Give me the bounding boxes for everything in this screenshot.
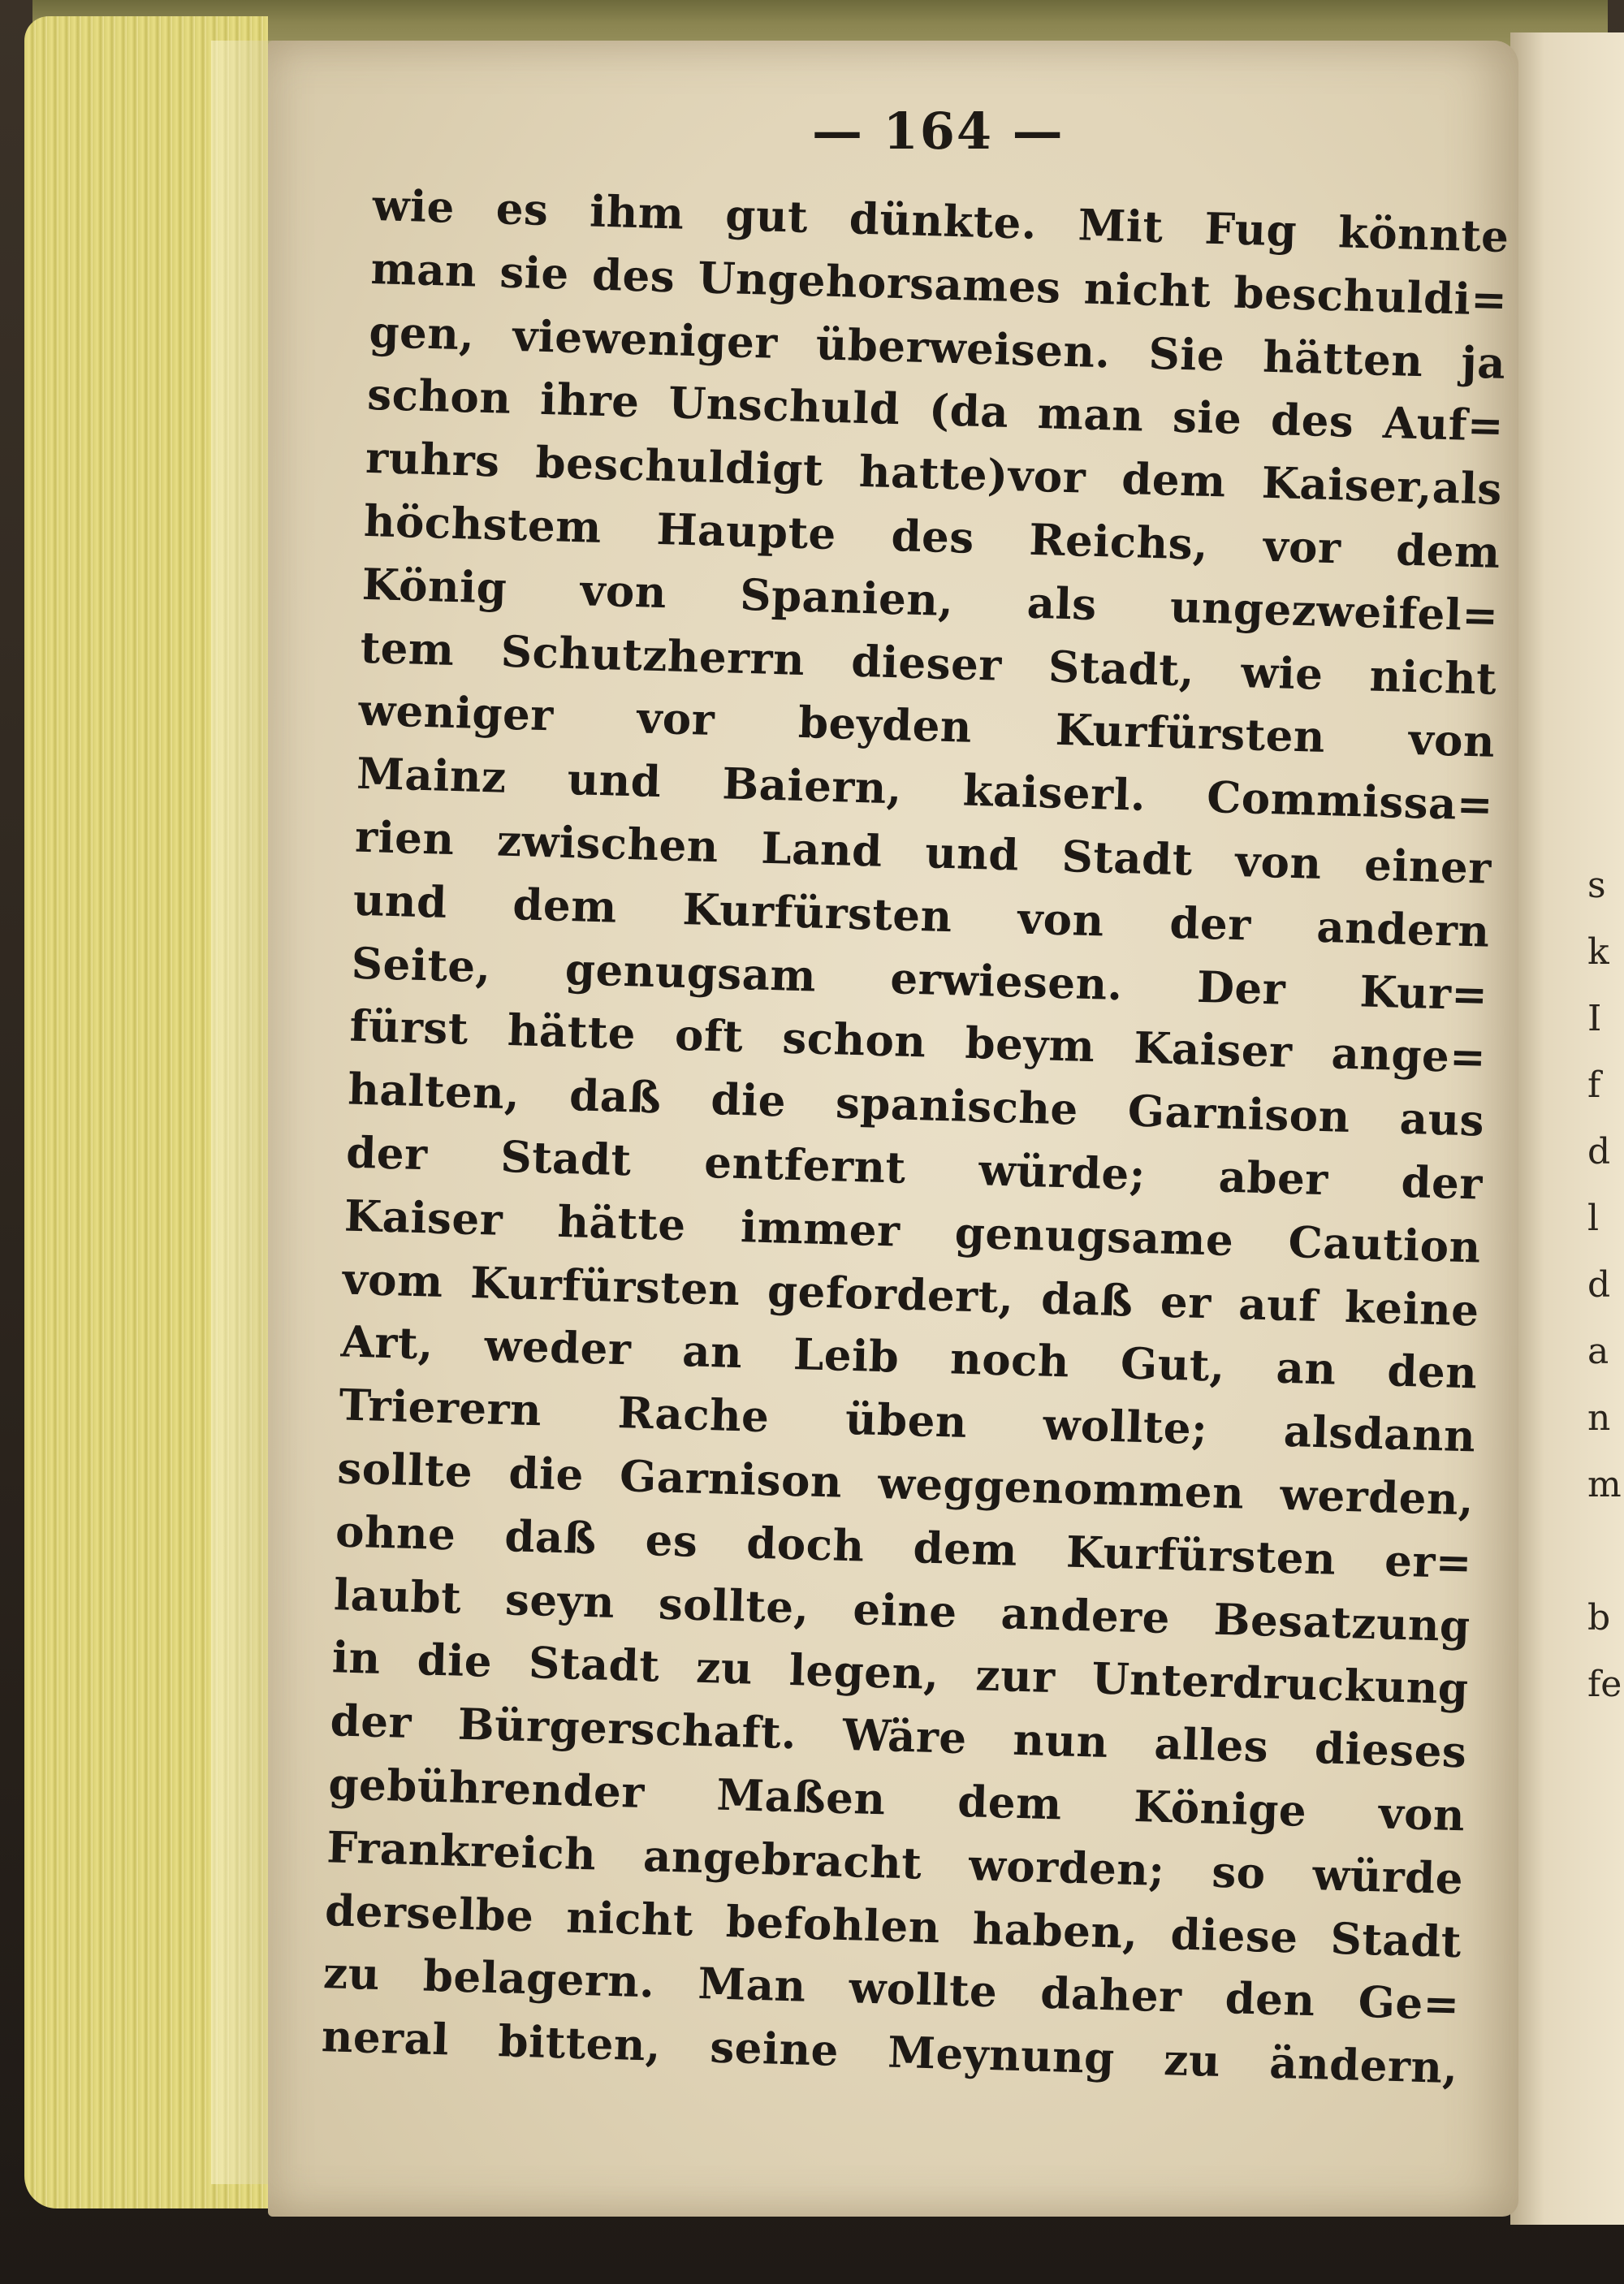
- text-line: weniger vor beyden Kurfürsten von: [357, 685, 1496, 768]
- text-line: vom Kurfürsten gefordert, daß er auf keine: [342, 1254, 1480, 1336]
- text-line: in die Stadt zu legen, zur Unterdruckung: [331, 1632, 1470, 1715]
- text-line: man sie des Ungehorsames nicht beschuldi=: [369, 243, 1509, 326]
- text-line: Seite, genugsam erwiesen. Der Kur=: [351, 938, 1489, 1021]
- text-line: Kaiser hätte immer genugsame Caution: [343, 1190, 1482, 1273]
- page-number: — 164 —: [812, 101, 1065, 161]
- text-line: gebührender Maßen dem Könige von: [327, 1759, 1466, 1841]
- text-line: rien zwischen Land und Stadt von einer: [354, 811, 1492, 894]
- text-line: und dem Kurfürsten von der andern: [352, 874, 1491, 957]
- text-line: Trierern Rache üben wollte; alsdann: [338, 1379, 1476, 1462]
- text-line: laubt seyn sollte, eine andere Besatzung: [333, 1569, 1471, 1651]
- text-line: ohne daß es doch dem Kurfürsten er=: [335, 1506, 1473, 1589]
- text-line: derselbe nicht befohlen haben, diese Stadt: [324, 1885, 1462, 1967]
- text-line: sollte die Garnison weggenommen werden,: [336, 1443, 1475, 1526]
- text-line: Mainz und Baiern, kaiserl. Commissa=: [356, 748, 1494, 831]
- text-line: König von Spanien, als ungezweifel=: [361, 559, 1500, 641]
- page-text: [321, 175, 1510, 2101]
- facing-page-text: s k I f d l d a n m b fe: [1587, 865, 1622, 1705]
- text-line: schon ihre Unschuld (da man sie des Auf=: [366, 369, 1505, 452]
- text-line: der Bürgerschaft. Wäre nun alles dieses: [329, 1695, 1468, 1778]
- text-line: tem Schutzherrn dieser Stadt, wie nicht: [359, 622, 1498, 705]
- text-line: höchstem Haupte des Reichs, vor dem: [363, 495, 1501, 578]
- text-line: halten, daß die spanische Garnison aus: [347, 1064, 1485, 1146]
- text-line: neral bitten, seine Meynung zu ändern,: [321, 2011, 1459, 2094]
- text-line: Art, weder an Leib noch Gut, an den: [339, 1316, 1479, 1399]
- text-line: Frankreich angebracht worden; so würde: [326, 1821, 1464, 1904]
- text-line: zu belagern. Man wollte daher den Ge=: [322, 1948, 1461, 2031]
- text-line: wie es ihm gut dünkte. Mit Fug könnte: [372, 179, 1510, 263]
- text-line: ruhrs beschuldigt hatte)vor dem Kaiser,als: [365, 433, 1503, 516]
- text-line: fürst hätte oft schon beym Kaiser ange=: [348, 1000, 1488, 1084]
- text-line: gen, vieweniger überweisen. Sie hätten ja: [368, 306, 1506, 389]
- text-line: der Stadt entfernt würde; aber der: [345, 1127, 1484, 1210]
